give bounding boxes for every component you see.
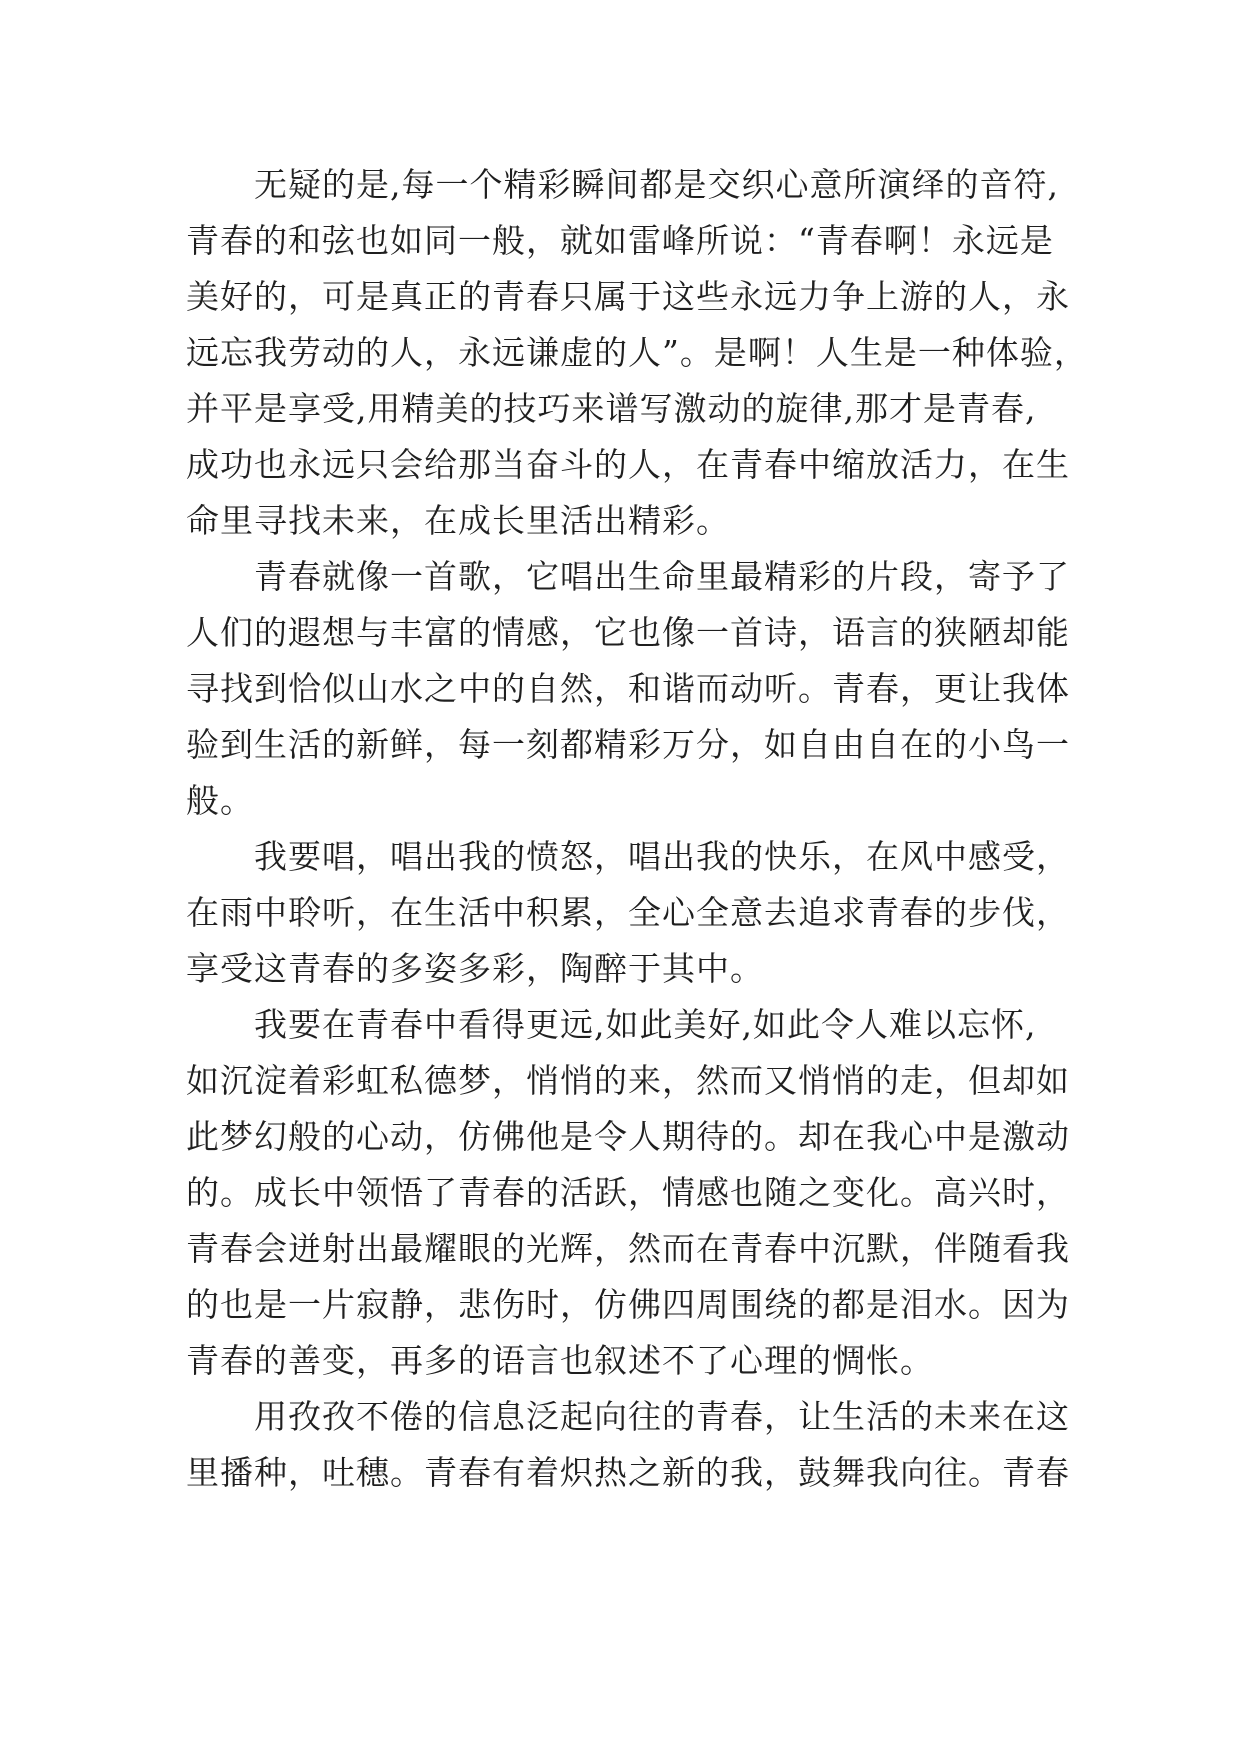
text-line: 验到生活的新鲜，每一刻都精彩万分，如自由自在的小鸟一 [186,725,1070,764]
text-line: 命里寻找未来，在成长里活出精彩。 [186,501,730,540]
text-line: 享受这青春的多姿多彩，陶醉于其中。 [186,949,764,988]
text-line: 寻找到恰似山水之中的自然，和谐而动听。青春，更让我体 [186,669,1070,708]
text-line: 的。成长中领悟了青春的活跃，情感也随之变化。高兴时， [186,1173,1070,1212]
text-line: 人们的遐想与丰富的情感，它也像一首诗，语言的狭陋却能 [186,613,1070,652]
text-line: 成功也永远只会给那当奋斗的人，在青春中缩放活力，在生 [186,445,1070,484]
text-line: 里播种，吐穗。青春有着炽热之新的我，鼓舞我向往。青春 [186,1453,1070,1492]
text-line: 青春会迸射出最耀眼的光辉，然而在青春中沉默，伴随看我 [186,1229,1070,1268]
text-line: 青春的善变，再多的语言也叙述不了心理的惆怅。 [186,1341,934,1380]
text-line: 用孜孜不倦的信息泛起向往的青春，让生活的未来在这 [254,1397,1070,1436]
paragraph-4 [186,997,1070,1389]
paragraph-2 [186,549,1070,829]
paragraph-1 [186,157,1088,549]
text-line: 的也是一片寂静，悲伤时，仿佛四周围绕的都是泪水。因为 [186,1285,1070,1324]
text-line: 此梦幻般的心动，仿佛他是令人期待的。却在我心中是激动 [186,1117,1070,1156]
text-line: 我要唱，唱出我的愤怒，唱出我的快乐，在风中感受， [254,837,1070,876]
body-text [186,157,1088,1501]
paragraph-5 [186,1389,1070,1501]
text-line: 青春的和弦也如同一般，就如雷峰所说：“青春啊！永远是 [186,221,1054,260]
paragraph-3 [186,829,1070,997]
text-line: 般。 [186,781,254,820]
text-line: 如沉淀着彩虹私德梦，悄悄的来，然而又悄悄的走，但却如 [186,1061,1070,1100]
text-line: 远忘我劳动的人，永远谦虚的人”。是啊！人生是一种体验， [186,333,1088,372]
text-line: 美好的，可是真正的青春只属于这些永远力争上游的人，永 [186,277,1070,316]
text-line: 青春就像一首歌，它唱出生命里最精彩的片段，寄予了 [254,557,1070,596]
text-line: 无疑的是,每一个精彩瞬间都是交织心意所演绎的音符, [254,165,1059,204]
text-line: 我要在青春中看得更远,如此美好,如此令人难以忘怀, [254,1005,1037,1044]
text-line: 并平是享受,用精美的技巧来谱写激动的旋律,那才是青春, [186,389,1037,428]
text-line: 在雨中聆听，在生活中积累，全心全意去追求青春的步伐， [186,893,1070,932]
